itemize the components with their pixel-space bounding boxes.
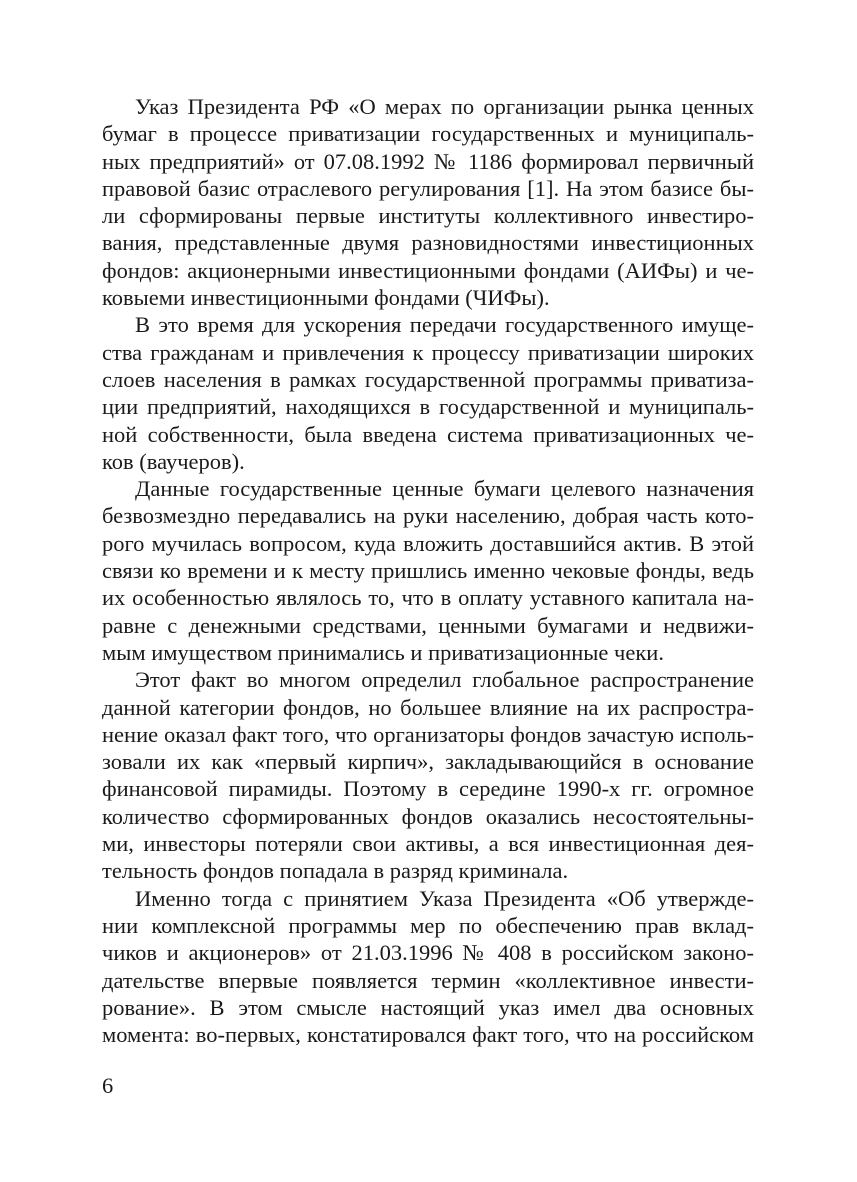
text-line: нии комплексной программы мер по обеспечению прав вклад-	[102, 912, 754, 938]
text-line: количество сформированных фондов оказались несостоятельны-	[102, 803, 754, 829]
text-line: Указ Президента РФ «О мерах по организации рынка ценных	[135, 94, 754, 119]
text-line: ной собственности, была введена система приватизационных че-	[102, 421, 754, 447]
text-line: Именно тогда с принятием Указа Президента «Об утвержде-	[135, 885, 754, 911]
text-line: рование». В этом смысле настоящий указ имел два основных	[102, 994, 754, 1020]
text-line: момента: во-первых, констатировался факт того, что на российском	[102, 1022, 754, 1048]
text-line: бумаг в процессе приватизации государственных и муниципаль-	[102, 121, 754, 147]
text-line: рого мучилась вопросом, куда вложить доставшийся актив. В этой	[102, 530, 754, 556]
page-number: 6	[102, 1073, 114, 1098]
text-line: дательстве впервые появляется термин «коллективное инвести-	[102, 967, 754, 993]
text-line: вания, представленные двумя разновидностями инвестиционных	[102, 230, 754, 256]
page-body-text	[102, 93, 754, 1048]
text-line: слоев населения в рамках государственной программы приватиза-	[102, 366, 754, 392]
text-line: безвозмездно передавались на руки населению, добрая часть кото-	[102, 503, 754, 529]
text-line: ции предприятий, находящихся в государственной и муниципаль-	[102, 394, 754, 420]
text-line: ных предприятий» от 07.08.1992 № 1186 формировал первичный	[102, 148, 754, 174]
text-line: зовали их как «первый кирпич», закладывающийся в основание	[102, 749, 754, 775]
text-line: ли сформированы первые институты коллективного инвестиро-	[102, 203, 754, 229]
text-line: Этот факт во многом определил глобальное распространение	[135, 667, 754, 693]
text-line: их особенностью являлось то, что в оплату уставного капитала на-	[102, 585, 754, 611]
text-line: финансовой пирамиды. Поэтому в середине 1990-х гг. огромное	[102, 776, 754, 802]
text-line: ков (ваучеров).	[102, 448, 245, 474]
text-line: ми, инвесторы потеряли свои активы, а вся инвестиционная дея-	[102, 831, 754, 857]
text-line: правовой базис отраслевого регулирования [1]. На этом базисе бы-	[102, 175, 754, 201]
text-line: ства гражданам и привлечения к процессу приватизации широких	[102, 339, 754, 365]
text-line: В это время для ускорения передачи государственного имуще-	[135, 312, 754, 338]
text-line: нение оказал факт того, что организаторы фондов зачастую исполь-	[102, 721, 754, 747]
text-line: чиков и акционеров» от 21.03.1996 № 408 в российском законо-	[102, 940, 754, 966]
text-line: ковыеми инвестиционными фондами (ЧИФы).	[102, 285, 550, 311]
text-line: Данные государственные ценные бумаги целевого назначения	[135, 476, 754, 502]
text-line: связи ко времени и к месту пришлись именно чековые фонды, ведь	[102, 558, 754, 584]
text-line: тельность фондов попадала в разряд криминала.	[102, 858, 569, 884]
text-line: данной категории фондов, но большее влияние на их распростра-	[102, 694, 754, 720]
text-line: равне с денежными средствами, ценными бумагами и недвижи-	[102, 612, 754, 638]
text-line: мым имуществом принимались и приватизационные чеки.	[102, 639, 664, 665]
text-line: фондов: акционерными инвестиционными фондами (АИФы) и че-	[102, 257, 754, 283]
